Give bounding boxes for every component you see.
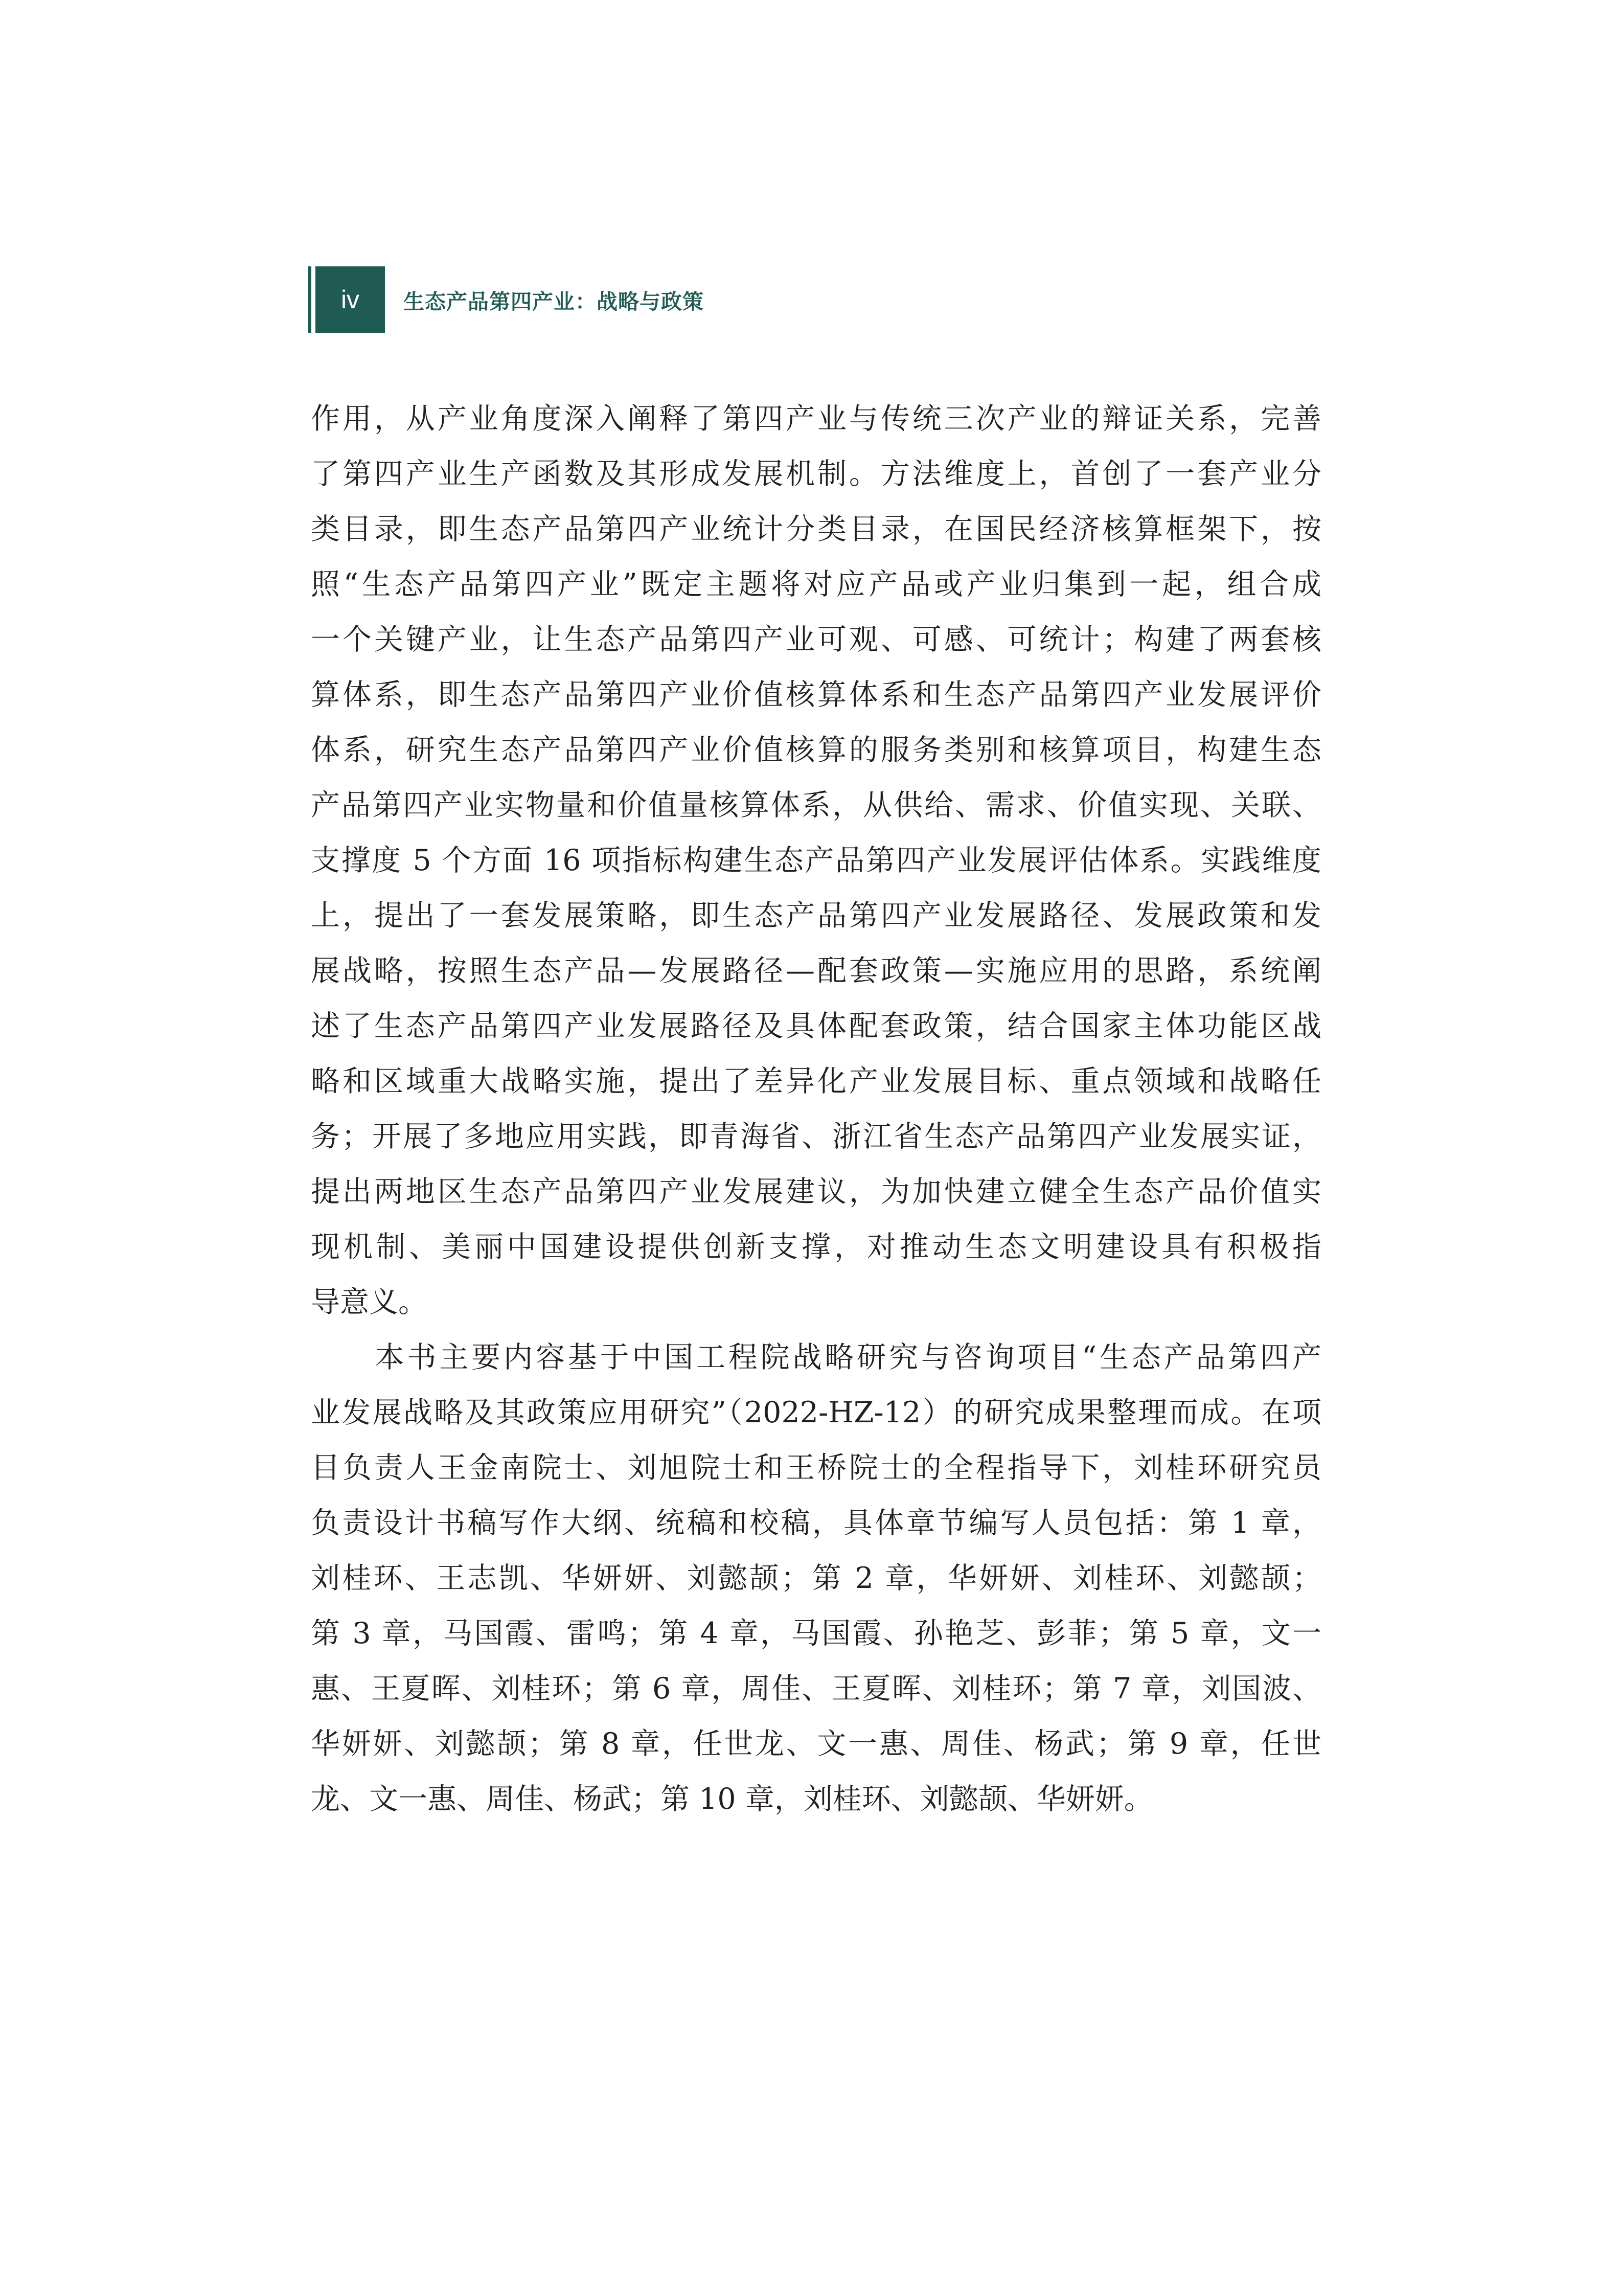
text-line: 上，提出了一套发展策略，即生态产品第四产业发展路径、发展政策和发 (311, 899, 1321, 933)
header-rule (308, 266, 311, 333)
text-line: 现机制、美丽中国建设提供创新支撑，对推动生态文明建设具有积极指 (311, 1230, 1321, 1264)
text-line: 目负责人王金南院士、刘旭院士和王桥院士的全程指导下，刘桂环研究员 (311, 1451, 1321, 1485)
text-line: 类目录，即生态产品第四产业统计分类目录，在国民经济核算框架下，按 (311, 512, 1321, 546)
text-line: 作用，从产业角度深入阐释了第四产业与传统三次产业的辩证关系，完善 (311, 402, 1321, 436)
text-line: 了第四产业生产函数及其形成发展机制。方法维度上，首创了一套产业分 (311, 457, 1321, 491)
body-text (311, 391, 1321, 1827)
text-line: 产品第四产业实物量和价值量核算体系，从供给、需求、价值实现、关联、 (311, 788, 1321, 822)
text-line: 述了生态产品第四产业发展路径及具体配套政策，结合国家主体功能区战 (311, 1009, 1321, 1043)
text-line: 刘桂环、王志凯、华妍妍、刘懿颉；第 2 章，华妍妍、刘桂环、刘懿颉； (311, 1561, 1321, 1595)
text-line: 略和区域重大战略实施，提出了差异化产业发展目标、重点领域和战略任 (311, 1064, 1321, 1098)
text-line: 照“生态产品第四产业”既定主题将对应产品或产业归集到一起，组合成 (311, 567, 1321, 601)
text-line: 惠、王夏晖、刘桂环；第 6 章，周佳、王夏晖、刘桂环；第 7 章，刘国波、 (311, 1672, 1321, 1706)
text-line: 负责设计书稿写作大纲、统稿和校稿，具体章节编写人员包括：第 1 章， (311, 1506, 1321, 1540)
text-line: 业发展战略及其政策应用研究”（2022-HZ-12）的研究成果整理而成。在项 (311, 1396, 1321, 1429)
paragraph-end-line: 龙、文一惠、周佳、杨武；第 10 章，刘桂环、刘懿颉、华妍妍。 (311, 1782, 1153, 1816)
paragraph-end-line: 导意义。 (311, 1285, 427, 1319)
text-line: 第 3 章，马国霞、雷鸣；第 4 章，马国霞、孙艳芝、彭菲；第 5 章，文一 (311, 1617, 1321, 1650)
text-line: 提出两地区生态产品第四产业发展建议，为加快建立健全生态产品价值实 (311, 1175, 1321, 1209)
text-line: 华妍妍、刘懿颉；第 8 章，任世龙、文一惠、周佳、杨武；第 9 章，任世 (311, 1727, 1321, 1761)
text-line: 务；开展了多地应用实践，即青海省、浙江省生态产品第四产业发展实证， (311, 1120, 1321, 1153)
text-line: 一个关键产业，让生态产品第四产业可观、可感、可统计；构建了两套核 (311, 623, 1321, 656)
text-line: 支撑度 5 个方面 16 项指标构建生态产品第四产业发展评估体系。实践维度 (311, 844, 1321, 877)
running-title: 生态产品第四产业：战略与政策 (403, 289, 704, 314)
text-line: 本书主要内容基于中国工程院战略研究与咨询项目“生态产品第四产 (311, 1340, 1321, 1374)
page-number-badge: iv (315, 266, 385, 333)
text-line: 体系，研究生态产品第四产业价值核算的服务类别和核算项目，构建生态 (311, 733, 1321, 767)
running-header (308, 266, 704, 333)
text-line: 算体系，即生态产品第四产业价值核算体系和生态产品第四产业发展评价 (311, 678, 1321, 712)
text-line: 展战略，按照生态产品—发展路径—配套政策—实施应用的思路，系统阐 (311, 954, 1321, 988)
